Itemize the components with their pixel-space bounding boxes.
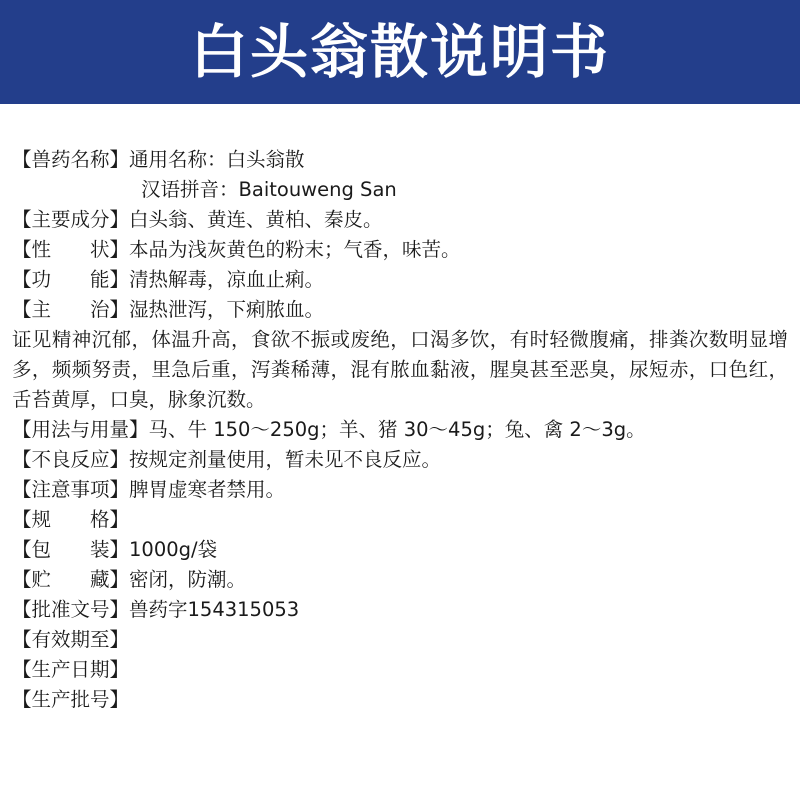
ingredients-value: 白头翁、黄连、黄柏、秦皮。 [129,208,383,231]
header-banner [0,0,800,104]
leaflet-body [12,145,792,715]
dosage-value: 马、牛 150～250g；羊、猪 30～45g；兔、禽 2～3g。 [148,418,646,441]
row-approval [12,595,792,625]
indication-value: 湿热泄泻，下痢脓血。 [129,298,325,321]
row-ingredients [12,205,792,235]
adverse-label: 【不良反应】 [12,448,130,471]
row-appearance [12,235,792,265]
row-storage [12,565,792,595]
row-dosage [12,415,792,445]
drug-name-label: 【兽药名称】 [12,148,130,171]
package-value: 1000g/袋 [129,538,218,561]
row-production-date [12,655,792,685]
notes-value: 脾胃虚寒者禁用。 [129,478,286,501]
function-value: 清热解毒，凉血止痢。 [129,268,325,291]
row-expiry [12,625,792,655]
row-adverse [12,445,792,475]
appearance-label: 【性 状】 [12,238,130,261]
pinyin-name: 汉语拼音：Baitouweng San [141,178,397,201]
ingredients-label: 【主要成分】 [12,208,130,231]
row-batch [12,685,792,715]
row-pinyin [12,175,792,205]
storage-label: 【贮 藏】 [12,568,130,591]
storage-value: 密闭，防潮。 [129,568,247,591]
row-spec [12,505,792,535]
symptoms-paragraph: 证见精神沉郁，体温升高，食欲不振或废绝，口渴多饮，有时轻微腹痛，排粪次数明显增多，频频努责，里急后重，泻粪稀薄，混有脓血黏液，腥臭甚至恶臭，尿短赤，口色红，舌苔黄厚，口臭，脉象沉数。 [12,328,788,411]
row-package [12,535,792,565]
package-label: 【包 装】 [12,538,130,561]
spec-label: 【规 格】 [12,508,130,531]
row-drug-name [12,145,792,175]
function-label: 【功 能】 [12,268,130,291]
adverse-value: 按规定剂量使用，暂未见不良反应。 [129,448,442,471]
indication-label: 【主 治】 [12,298,130,321]
row-indication [12,295,792,325]
approval-label: 【批准文号】 [12,598,130,621]
generic-name: 通用名称：白头翁散 [129,148,305,171]
production-date-label: 【生产日期】 [12,658,130,681]
page-title: 白头翁散说明书 [189,18,610,86]
expiry-label: 【有效期至】 [12,628,130,651]
notes-label: 【注意事项】 [12,478,130,501]
batch-label: 【生产批号】 [12,688,130,711]
row-function [12,265,792,295]
appearance-value: 本品为浅灰黄色的粉末；气香，味苦。 [129,238,461,261]
row-notes [12,475,792,505]
approval-value: 兽药字154315053 [129,598,300,621]
dosage-label: 【用法与用量】 [12,418,149,441]
